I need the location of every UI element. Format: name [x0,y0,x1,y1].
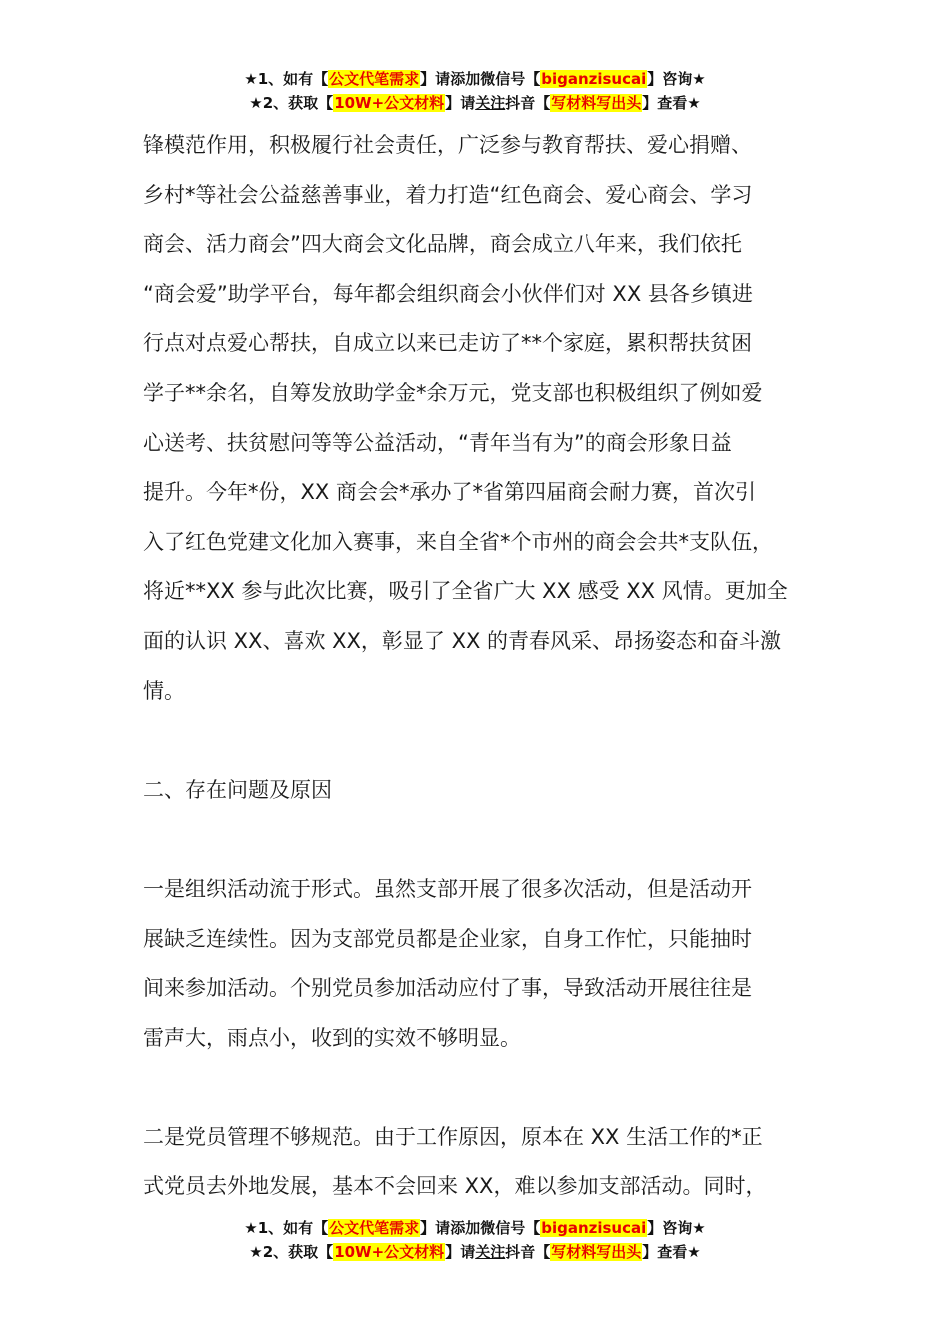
text-line: 展缺乏连续性。因为支部党员都是企业家，自身工作忙，只能抽时 [143,926,752,951]
banner-text: 】查看★ [642,1243,701,1261]
banner-line-1 [0,67,950,91]
banner-highlight: 10W+公文材料 [334,1243,445,1261]
banner-text: 】咨询★ [647,1219,706,1237]
paragraph-1 [143,121,833,716]
text-line: 行点对点爱心帮扶，自成立以来已走访了**个家庭，累积帮扶贫困 [143,331,752,356]
text-line: 间来参加活动。个别党员参加活动应付了事，导致活动开展往往是 [143,976,752,1001]
banner-text: 微信号【 [480,1219,541,1237]
banner-line-2 [0,91,950,115]
banner-bold: 添加 [450,1219,481,1237]
banner-text: ★1、如有【 [244,70,329,88]
section-heading: 二、存在问题及原因 [143,777,332,802]
text-line: 二是党员管理不够规范。由于工作原因，原本在 XX 生活工作的*正 [143,1124,763,1149]
banner-line-2 [0,1240,950,1264]
text-line: 提升。今年*份，XX 商会会*承办了*省第四届商会耐力赛，首次引 [143,480,756,505]
text-line: 将近**XX 参与此次比赛，吸引了全省广大 XX 感受 XX 风情。更加全 [143,579,788,604]
banner-text: 】请 [445,94,476,112]
banner-text: 抖音【 [505,94,551,112]
text-line: 一是组织活动流于形式。虽然支部开展了很多次活动，但是活动开 [143,876,752,901]
banner-text: ★2、获取【 [249,1243,334,1261]
banner-highlight: 10W+公文材料 [334,94,445,112]
banner-highlight: biganzisucai [541,70,647,88]
banner-text: 】咨询★ [647,70,706,88]
banner-text: 微信号【 [480,70,541,88]
text-line: 式党员去外地发展，基本不会回来 XX，难以参加支部活动。同时， [143,1174,767,1199]
banner-text: ★1、如有【 [244,1219,329,1237]
footer-banner [0,1216,950,1264]
banner-text: 】请 [420,70,451,88]
text-line: 商会、活力商会”四大商会文化品牌，商会成立八年来，我们依托 [143,232,742,257]
banner-highlight: biganzisucai [541,1219,647,1237]
document-body [143,121,833,1212]
text-line: “商会爱”助学平台，每年都会组织商会小伙伴们对 XX 县各乡镇进 [143,281,753,306]
banner-bold: 关注 [475,94,506,112]
text-line: 锋模范作用，积极履行社会责任，广泛参与教育帮扶、爱心捐赠、 [143,133,752,157]
text-line: 雷声大，雨点小，收到的实效不够明显。 [143,1025,521,1050]
banner-text: 】请 [420,1219,451,1237]
header-banner [0,67,950,115]
text-line: 心送考、扶贫慰问等等公益活动，“青年当有为”的商会形象日益 [143,430,732,455]
banner-highlight: 公文代笔需求 [329,1219,420,1237]
banner-line-1 [0,1216,950,1240]
text-line: 面的认识 XX、喜欢 XX，彰显了 XX 的青春风采、昂扬姿态和奋斗激 [143,628,782,653]
banner-highlight: 公文代笔需求 [329,70,420,88]
text-line: 学子**余名，自筹发放助学金*余万元，党支部也积极组织了例如爱 [143,380,763,405]
banner-highlight: 写材料写出头 [551,1243,642,1261]
banner-text: 】请 [445,1243,476,1261]
paragraph-2 [143,865,833,1063]
banner-text: 】查看★ [642,94,701,112]
banner-bold: 关注 [475,1243,506,1261]
banner-text: ★2、获取【 [249,94,334,112]
banner-highlight: 写材料写出头 [551,94,642,112]
text-line: 乡村*等社会公益慈善事业，着力打造“红色商会、爱心商会、学习 [143,182,753,207]
banner-text: 抖音【 [505,1243,551,1261]
text-line: 情。 [143,678,185,703]
banner-bold: 添加 [450,70,481,88]
paragraph-3 [143,1113,833,1212]
text-line: 入了红色党建文化加入赛事，来自全省*个市州的商会会共*支队伍， [143,529,773,554]
